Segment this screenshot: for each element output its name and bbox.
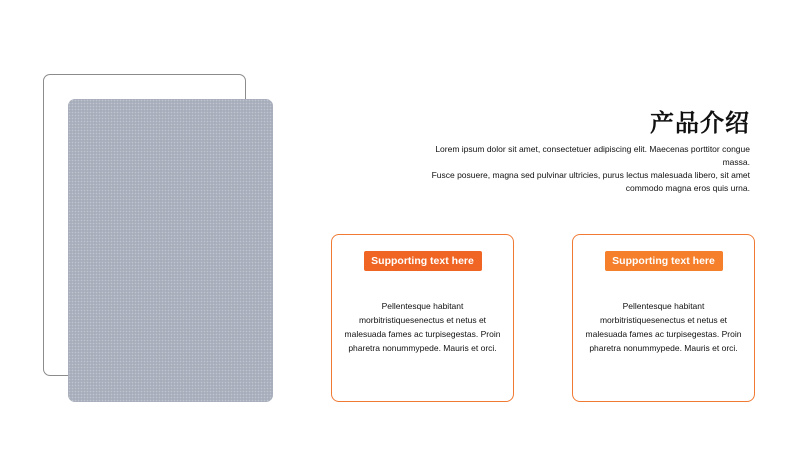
card-1-body: Pellentesque habitant morbitristiquesenectus et netus et malesuada fames ac turpisegestas. Proin pharetra nonummypede. Mauris et orci.: [344, 301, 501, 353]
feature-card-1: [331, 234, 514, 402]
slide-title: 产品介绍: [650, 109, 750, 137]
card-2-body: Pellentesque habitant morbitristiquesenectus et netus et malesuada fames ac turpisegestas. Proin pharetra nonummypede. Mauris et orci.: [585, 301, 742, 353]
feature-card-2: [572, 234, 755, 402]
intro-text: [420, 143, 750, 195]
image-placeholder: [68, 99, 273, 402]
intro-paragraph-1: Lorem ipsum dolor sit amet, consectetuer adipiscing elit. Maecenas porttitor congue massa.: [435, 144, 750, 167]
intro-paragraph-2: Fusce posuere, magna sed pulvinar ultricies, purus lectus malesuada libero, sit amet commodo magna eros quis urna.: [431, 170, 750, 193]
card-2-label-badge: Supporting text here: [605, 251, 723, 271]
card-1-label-badge: Supporting text here: [364, 251, 482, 271]
